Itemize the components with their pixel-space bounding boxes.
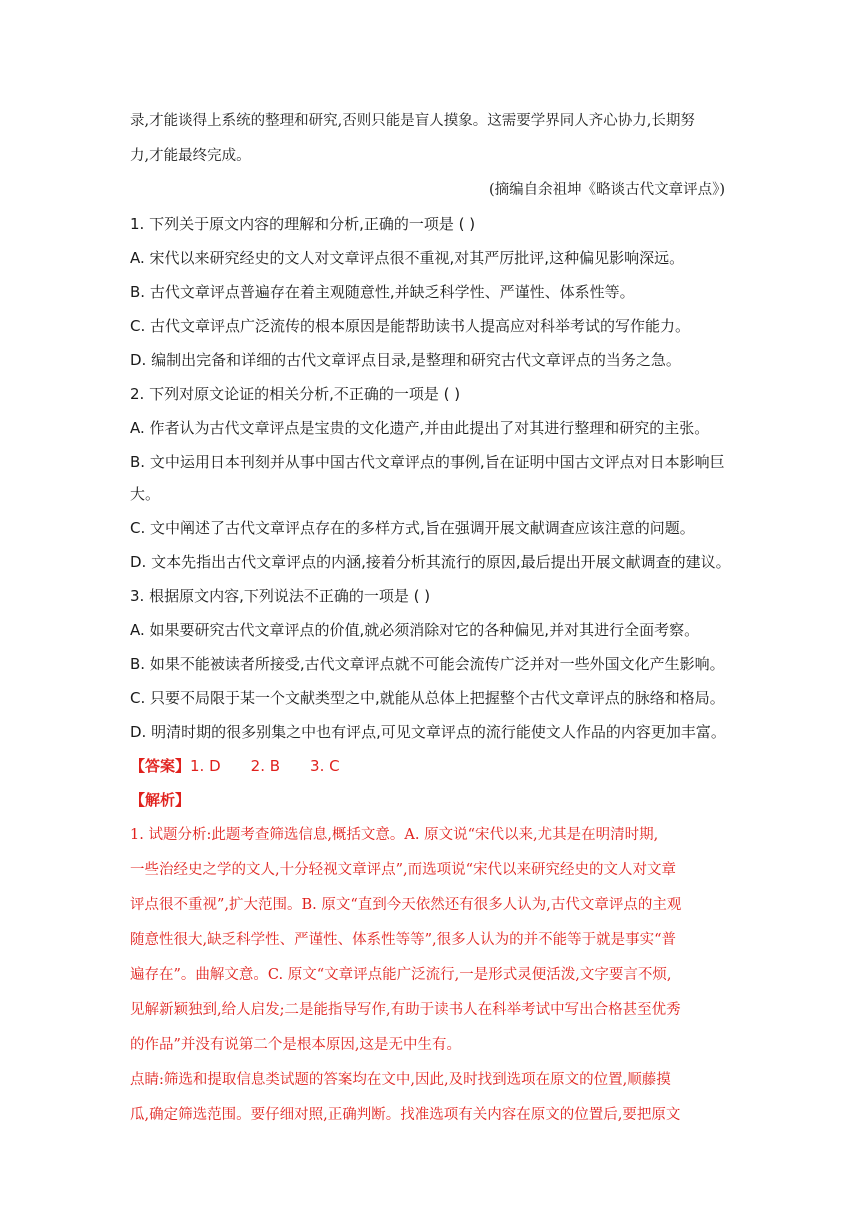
note-line: 点睛:筛选和提取信息类试题的答案均在文中,因此,及时找到选项在原文的位置,顺藤摸 <box>130 1072 671 1088</box>
answer-label: 【答案】 <box>130 757 191 775</box>
passage-text-line: 力,才能最终完成。 <box>130 148 251 164</box>
analysis-line: 遍存在”。曲解文意。C. 原文“文章评点能广泛流行,一是形式灵便活泼,文字要言不烦, <box>130 967 672 983</box>
answer-item: 3. C <box>310 757 340 775</box>
question-3-option-d: D. 明清时期的很多别集之中也有评点,可见文章评点的流行能使文人作品的内容更加丰富。 <box>130 723 726 741</box>
analysis-line: 一些治经史之学的文人,十分轻视文章评点”,而选项说“宋代以来研究经史的文人对文章 <box>130 862 677 878</box>
passage-text-line: 录,才能谈得上系统的整理和研究,否则只能是盲人摸象。这需要学界同人齐心协力,长期努 <box>130 113 695 129</box>
question-2-option-d: D. 文本先指出古代文章评点的内涵,接着分析其流行的原因,最后提出开展文献调查的建议。 <box>130 553 731 571</box>
passage-citation: (摘编自余祖坤《略谈古代文章评点》) <box>488 182 725 198</box>
question-1-option-d: D. 编制出完备和详细的古代文章评点目录,是整理和研究古代文章评点的当务之急。 <box>130 351 681 369</box>
question-3-option-c: C. 只要不局限于某一个文献类型之中,就能从总体上把握整个古代文章评点的脉络和格局。 <box>130 689 725 707</box>
question-3-option-a: A. 如果要研究古代文章评点的价值,就必须消除对它的各种偏见,并对其进行全面考察。 <box>130 621 700 639</box>
question-2-option-b: B. 文中运用日本刊刻并从事中国古代文章评点的事例,旨在证明中国古文评点对日本影响巨 <box>130 453 725 471</box>
question-1-option-a: A. 宋代以来研究经史的文人对文章评点很不重视,对其严厉批评,这种偏见影响深远。 <box>130 249 685 267</box>
analysis-line: 的作品”并没有说第二个是根本原因,这是无中生有。 <box>130 1037 462 1053</box>
answer-line <box>130 756 370 776</box>
question-1-option-b: B. 古代文章评点普遍存在着主观随意性,并缺乏科学性、严谨性、体系性等。 <box>130 283 635 301</box>
analysis-line: 评点很不重视”,扩大范围。B. 原文“直到今天依然还有很多人认为,古代文章评点的主观 <box>130 897 682 913</box>
question-3-option-b: B. 如果不能被读者所接受,古代文章评点就不可能会流传广泛并对一些外国文化产生影响。 <box>130 655 725 673</box>
question-1-stem: 1. 下列关于原文内容的理解和分析,正确的一项是 ( ) <box>130 215 476 233</box>
question-2-stem: 2. 下列对原文论证的相关分析,不正确的一项是 ( ) <box>130 385 461 403</box>
question-2-option-b-cont: 大。 <box>130 485 161 503</box>
note-line: 瓜,确定筛选范围。要仔细对照,正确判断。找准选项有关内容在原文的位置后,要把原文 <box>130 1107 681 1123</box>
analysis-line: 1. 试题分析:此题考查筛选信息,概括文意。A. 原文说“宋代以来,尤其是在明清时期, <box>130 827 659 843</box>
analysis-label: 【解析】 <box>130 791 191 809</box>
question-3-stem: 3. 根据原文内容,下列说法不正确的一项是 ( ) <box>130 587 431 605</box>
analysis-line: 见解新颖独到,给人启发;二是能指导写作,有助于读书人在科举考试中写出合格甚至优秀 <box>130 1002 681 1018</box>
analysis-line: 随意性很大,缺乏科学性、严谨性、体系性等等”,很多人认为的并不能等于就是事实“普 <box>130 932 677 948</box>
question-2-option-a: A. 作者认为古代文章评点是宝贵的文化遗产,并由此提出了对其进行整理和研究的主张。 <box>130 419 710 437</box>
answer-item: 2. B <box>250 757 281 775</box>
answer-item: 1. D <box>190 757 221 775</box>
question-1-option-c: C. 古代文章评点广泛流传的根本原因是能帮助读书人提高应对科举考试的写作能力。 <box>130 317 691 335</box>
question-2-option-c: C. 文中阐述了古代文章评点存在的多样方式,旨在强调开展文献调查应该注意的问题。 <box>130 519 695 537</box>
